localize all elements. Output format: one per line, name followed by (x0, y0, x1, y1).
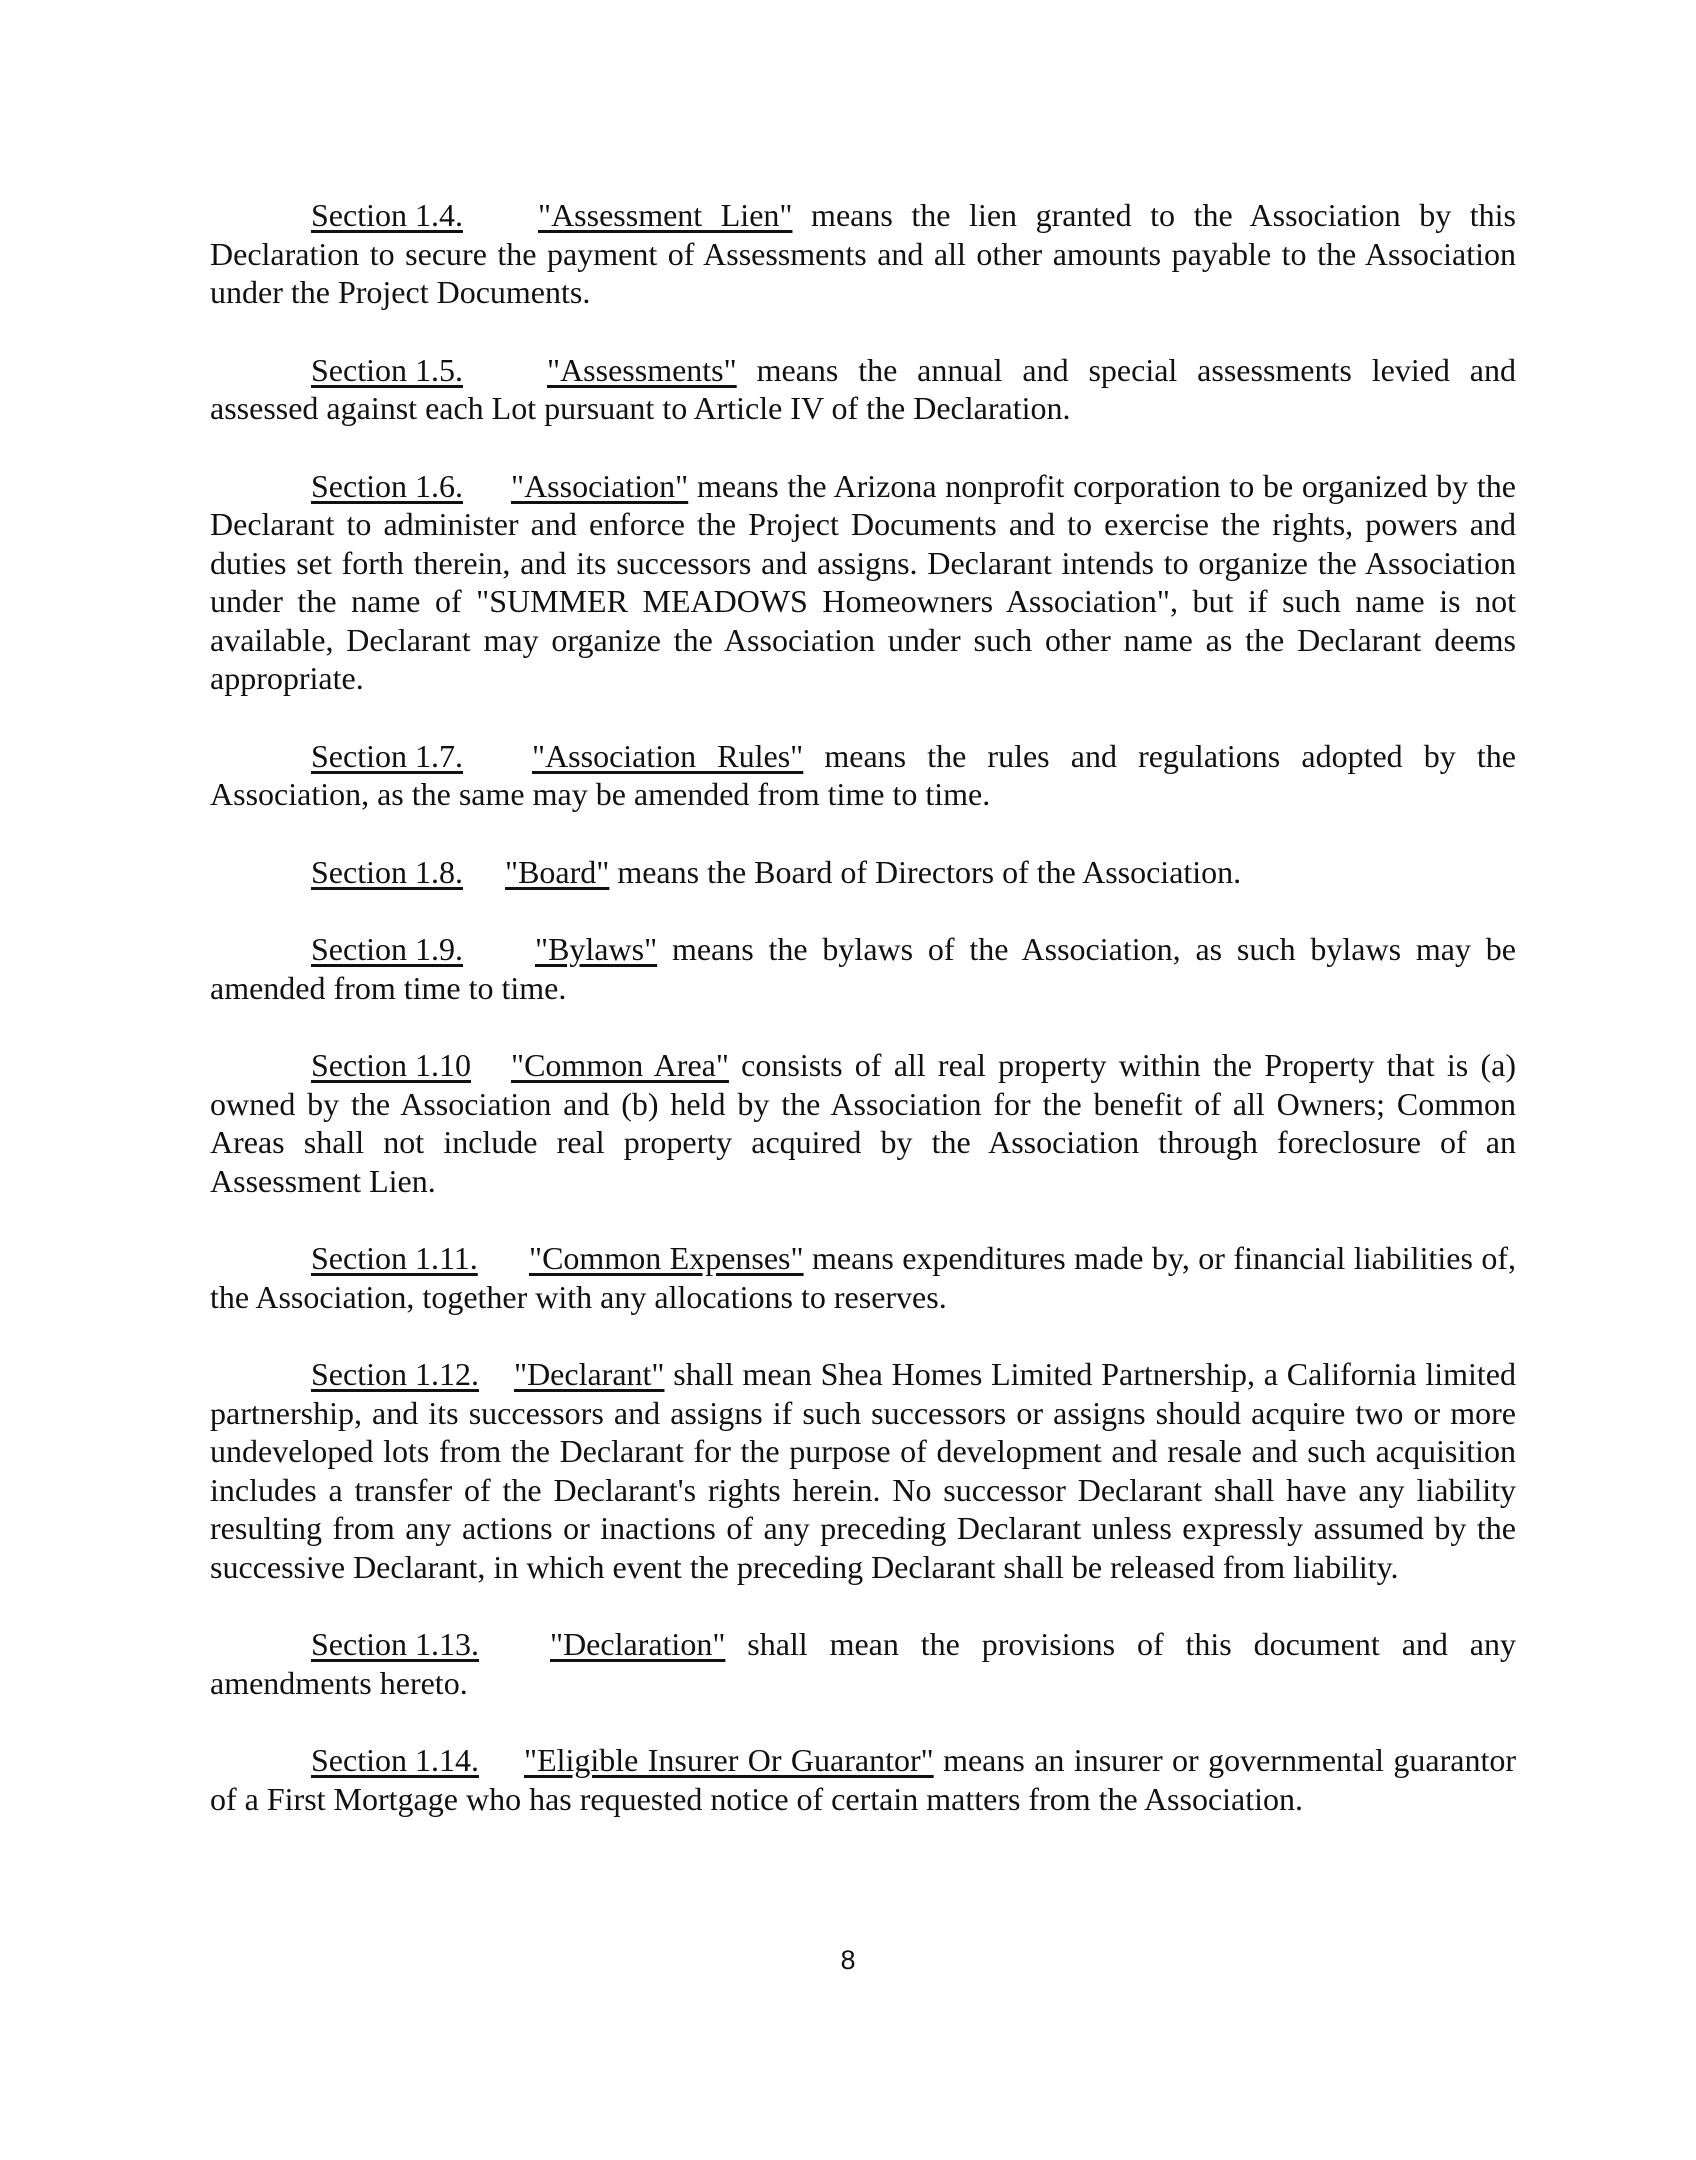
section-number: Section 1.13. (311, 1626, 479, 1662)
section-1-13 (210, 1625, 1516, 1702)
defined-term: "Association" (511, 467, 689, 504)
section-text: means the Board of Directors of the Association. (609, 853, 1242, 890)
defined-term: "Board" (505, 853, 610, 890)
section-1-14 (210, 1741, 1516, 1818)
section-text: means the annual and special assessments levied and assessed against each Lot pursuant to Article IV of the Declaration. (210, 351, 1516, 426)
section-text: shall mean the provisions of this document and any amendments hereto. (210, 1626, 1516, 1701)
defined-term: "Assessments" (547, 351, 737, 388)
page-number: 8 (840, 1945, 856, 1975)
section-number: Section 1.8. (311, 853, 463, 890)
section-number: Section 1.7. (311, 737, 463, 774)
defined-term: "Common Expenses" (529, 1240, 804, 1276)
section-number: Section 1.10 (311, 1047, 471, 1083)
section-number: Section 1.11. (311, 1240, 478, 1276)
section-text: means the rules and regulations adopted by the Association, as the same may be amended from time to time. (210, 737, 1517, 812)
section-1-10 (210, 1046, 1516, 1200)
section-1-12 (210, 1355, 1516, 1586)
defined-term: "Declarant" (514, 1356, 665, 1392)
section-text: means the Arizona nonprofit corporation to be organized by the Declarant to administer and enforce the Project Documents and to exercise the rights, powers and duties set forth therein, and its successors and assigns. Declarant intends to organize the Association under the name of "SUMMER MEADOWS Homeowners Association", but if such name is not available, Declarant may organize the Association under such other name as the Declarant deems appropriate. (210, 467, 1516, 696)
section-number: Section 1.4. (311, 197, 463, 233)
section-text: means the bylaws of the Association, as such bylaws may be amended from time to time. (210, 931, 1516, 1006)
section-text: means expenditures made by, or financial liabilities of, the Association, together with any allocations to reserves. (210, 1240, 1516, 1315)
section-1-11 (210, 1239, 1516, 1316)
section-text: shall mean Shea Homes Limited Partnership, a California limited partnership, and its successors and assigns if such successors or assigns should acquire two or more undeveloped lots from the Declarant for the purpose of development and resale and such acquisition includes a transfer of the Declarant's rights herein. No successor Declarant shall have any liability resulting from any actions or inactions of any preceding Declarant unless expressly assumed by the successive Declarant, in which event the preceding Declarant shall be released from liability. (210, 1356, 1516, 1585)
section-1-9 (210, 930, 1516, 1007)
section-number: Section 1.5. (311, 351, 463, 388)
defined-term: "Eligible Insurer Or Guarantor" (524, 1742, 934, 1778)
section-text: means an insurer or governmental guarantor of a First Mortgage who has requested notice of certain matters from the Association. (210, 1742, 1517, 1817)
section-number: Section 1.14. (311, 1742, 479, 1778)
section-text: means the lien granted to the Association by this Declaration to secure the payment of Assessments and all other amounts payable to the Association under the Project Documents. (210, 197, 1517, 310)
section-1-6 (210, 467, 1516, 698)
defined-term: "Declaration" (550, 1626, 726, 1662)
section-1-7 (210, 737, 1516, 814)
section-number: Section 1.12. (311, 1356, 479, 1392)
defined-term: "Common Area" (511, 1047, 729, 1083)
defined-term: "Bylaws" (535, 931, 658, 967)
section-1-4 (210, 196, 1516, 312)
section-number: Section 1.9. (311, 931, 463, 967)
document-body (210, 196, 1516, 1857)
defined-term: "Association Rules" (532, 737, 804, 774)
defined-term: "Assessment Lien" (538, 197, 793, 233)
section-number: Section 1.6. (311, 467, 463, 504)
section-1-5 (210, 351, 1516, 428)
section-1-8 (210, 853, 1516, 892)
section-text: consists of all real property within the Property that is (a) owned by the Association and (b) held by the Association for the benefit of all Owners; Common Areas shall not include real property acquired by the Association through foreclosure of an Assessment Lien. (210, 1047, 1517, 1199)
